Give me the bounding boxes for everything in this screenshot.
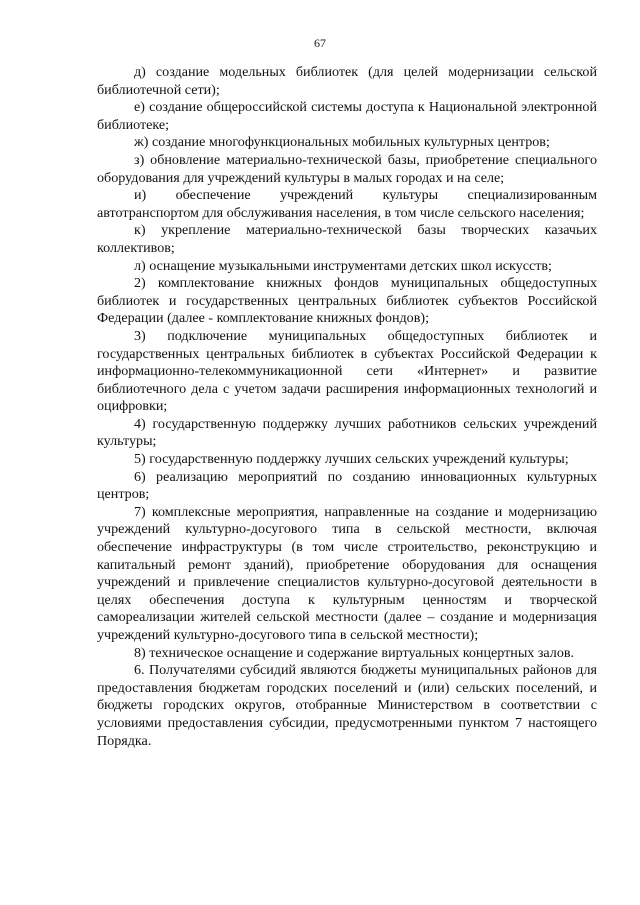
paragraph-item-8: 8) техническое оснащение и содержание виртуальных концертных залов. bbox=[134, 644, 575, 661]
paragraph-z: з) обновление материально-технической базы, приобретение специального оборудования для учреждений культуры в малых городах и на селе; bbox=[97, 151, 597, 186]
paragraph-l: л) оснащение музыкальными инструментами детских школ искусств; bbox=[134, 257, 552, 274]
paragraph-e: е) создание общероссийской системы доступа к Национальной электронной библиотеке; bbox=[97, 99, 597, 133]
paragraph-zh: ж) создание многофункциональных мобильных культурных центров; bbox=[134, 134, 550, 151]
paragraph-k: к) укрепление материально-технической базы творческих казачьих коллективов; bbox=[97, 222, 597, 256]
paragraph-item-5: 5) государственную поддержку лучших сельских учреждений культуры; bbox=[134, 451, 569, 468]
paragraph-item-2: 2) комплектование книжных фондов муниципальных общедоступных библиотек и государственных центральных библиотек субъектов Российской Федерации (далее - комплектование книжных фондов); bbox=[97, 275, 597, 327]
paragraph-section-6: 6. Получателями субсидий являются бюджеты муниципальных районов для предоставления бюджетам городских поселений и (или) сельских поселений, и бюджеты городских округов, отобранные Министерством в соответствии с условиями предоставления субсидии, предусмотренными пунктом 7 настоящего Порядка. bbox=[97, 662, 597, 749]
page-number: 67 bbox=[314, 36, 326, 50]
paragraph-item-6: 6) реализацию мероприятий по созданию инновационных культурных центров; bbox=[97, 468, 597, 503]
paragraph-item-7: 7) комплексные мероприятия, направленные на создание и модернизацию учреждений культурно-досугового типа в сельской местности, включая обеспечение инфраструктуры (в том числе строительство, реконструкцию и капитальный ремонт зданий), приобретение оборудования для оснащения учреждений и привлечение специалистов культурно-досуговой деятельности в целях обеспечения доступа к культурным ценностям и творческой самореализации жителей сельской местности (далее – создание и модернизация учреждений культурно-досугового типа в сельской местности); bbox=[97, 503, 597, 643]
paragraph-d: д) создание модельных библиотек (для целей модернизации сельской библиотечной сети); bbox=[97, 64, 597, 98]
paragraph-item-3: 3) подключение муниципальных общедоступных библиотек и государственных центральных библиотек в субъектах Российской Федерации к информационно-телекоммуникационной сети «Интернет» и развитие библиотечного дела с учетом задачи расширения информационных технологий и оцифровки; bbox=[97, 327, 597, 415]
paragraph-i: и) обеспечение учреждений культуры специализированным автотранспортом для обслуживания населения, в том числе сельского населения; bbox=[97, 187, 597, 221]
document-body bbox=[97, 64, 597, 750]
paragraph-item-4: 4) государственную поддержку лучших работников сельских учреждений культуры; bbox=[97, 415, 597, 450]
